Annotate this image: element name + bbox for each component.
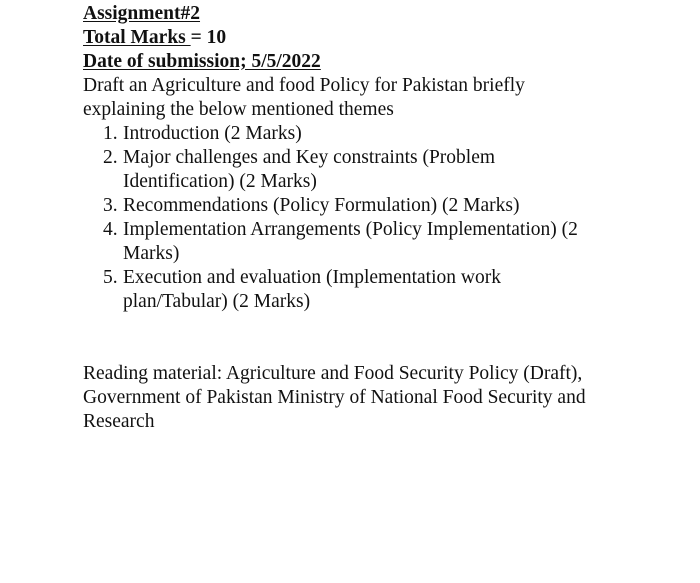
list-item-text: plan/Tabular) (2 Marks)	[123, 291, 311, 312]
total-marks-value: = 10	[190, 27, 227, 48]
themes-list	[83, 122, 683, 314]
list-item	[83, 122, 683, 146]
list-item-text: Recommendations (Policy Formulation) (2 Marks)	[123, 195, 520, 216]
list-item-text: Implementation Arrangements (Policy Implementation) (2	[123, 219, 578, 240]
list-item-number: 3.	[103, 195, 118, 216]
reading-material	[83, 362, 683, 434]
list-item-text: Marks)	[123, 243, 180, 264]
intro-line-1: Draft an Agriculture and food Policy for Pakistan briefly	[83, 75, 525, 96]
reading-line-3: Research	[83, 411, 155, 432]
list-item-number: 2.	[103, 147, 118, 168]
total-marks-label: Total Marks	[83, 27, 191, 48]
assignment-title: Assignment#2	[83, 3, 201, 24]
list-item	[83, 218, 683, 266]
list-item-number: 1.	[103, 123, 118, 144]
list-item	[83, 146, 683, 194]
list-item-text: Introduction (2 Marks)	[123, 123, 302, 144]
total-marks	[83, 26, 683, 50]
list-item-text: Identification) (2 Marks)	[123, 171, 317, 192]
reading-line-2: Government of Pakistan Ministry of National Food Security and	[83, 387, 586, 408]
assignment-document	[83, 2, 683, 434]
list-item-number: 5.	[103, 267, 118, 288]
list-item-text: Major challenges and Key constraints (Problem	[123, 147, 496, 168]
intro-line-2: explaining the below mentioned themes	[83, 99, 394, 120]
reading-line-1: Reading material: Agriculture and Food Security Policy (Draft),	[83, 363, 583, 384]
list-item-text: Execution and evaluation (Implementation work	[123, 267, 501, 288]
list-item-number: 4.	[103, 219, 118, 240]
submission-date: Date of submission; 5/5/2022	[83, 51, 321, 72]
list-item	[83, 194, 683, 218]
list-item	[83, 266, 683, 314]
